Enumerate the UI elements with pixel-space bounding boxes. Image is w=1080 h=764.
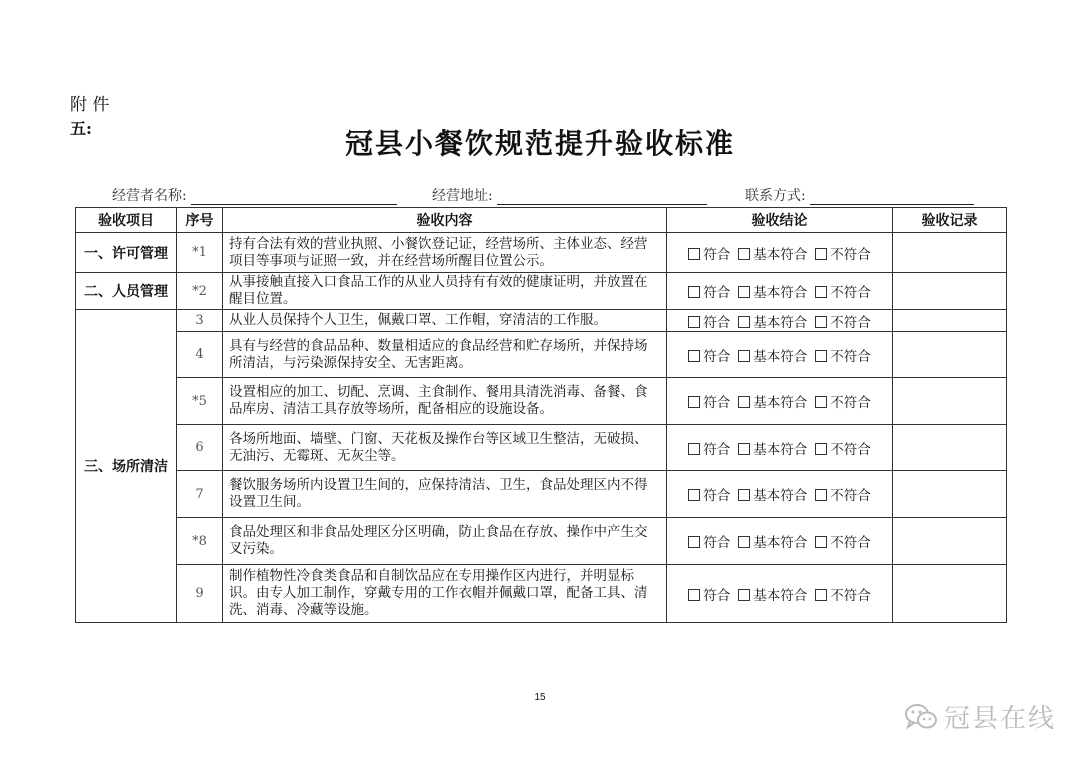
option-fail-label: 不符合	[830, 535, 871, 551]
option-pass-label: 符合	[703, 488, 731, 504]
checkbox-fail[interactable]	[815, 316, 827, 328]
contact-label: 联系方式:	[745, 188, 806, 204]
checkbox-basic-pass[interactable]	[738, 396, 750, 408]
table-row	[76, 233, 1007, 273]
row-content: 食品处理区和非食品处理区分区明确，防止食品在存放、操作中产生交叉污染。	[223, 518, 667, 565]
acceptance-table	[75, 207, 1007, 623]
option-fail-label: 不符合	[830, 441, 871, 458]
row-conclusion	[667, 425, 893, 471]
checkbox-basic-pass[interactable]	[738, 286, 750, 298]
header-seq: 序号	[177, 208, 223, 233]
address-field	[432, 185, 707, 205]
checkbox-fail[interactable]	[815, 589, 827, 601]
option-pass-label: 符合	[703, 246, 731, 263]
row-record[interactable]	[893, 378, 1007, 425]
page-number: 15	[534, 692, 546, 703]
watermark	[904, 698, 1056, 735]
operator-name-blank	[191, 190, 397, 205]
watermark-text: 冠县在线	[944, 704, 1057, 734]
checkbox-pass[interactable]	[688, 396, 700, 408]
row-content: 具有与经营的食品品种、数量相适应的食品经营和贮存场所，并保持场所清洁，与污染源保持安全、无害距离。	[223, 332, 667, 378]
checkbox-fail[interactable]	[815, 286, 827, 298]
option-pass-label: 符合	[703, 314, 731, 331]
option-basic-pass-label: 基本符合	[753, 587, 808, 604]
checkbox-pass[interactable]	[688, 536, 700, 548]
checkbox-fail[interactable]	[815, 443, 827, 455]
row-content: 从业人员保持个人卫生，佩戴口罩、工作帽，穿清洁的工作服。	[223, 310, 667, 332]
option-basic-pass-label: 基本符合	[753, 348, 808, 365]
option-basic-pass-label: 基本符合	[753, 395, 808, 411]
header-item: 验收项目	[76, 208, 177, 233]
checkbox-pass[interactable]	[688, 489, 700, 501]
checkbox-basic-pass[interactable]	[738, 443, 750, 455]
option-pass-label: 符合	[703, 395, 731, 411]
header-record: 验收记录	[893, 208, 1007, 233]
option-fail-label: 不符合	[830, 488, 871, 504]
header-conclusion: 验收结论	[667, 208, 893, 233]
row-conclusion	[667, 273, 893, 310]
row-content: 餐饮服务场所内设置卫生间的，应保持清洁、卫生，食品处理区内不得设置卫生间。	[223, 471, 667, 518]
row-seq: *1	[177, 233, 223, 273]
table-row	[76, 310, 1007, 332]
table-header-row	[76, 208, 1007, 233]
checkbox-basic-pass[interactable]	[738, 589, 750, 601]
option-fail-label: 不符合	[830, 246, 871, 263]
row-conclusion	[667, 565, 893, 623]
checkbox-basic-pass[interactable]	[738, 316, 750, 328]
row-content: 从事接触直接入口食品工作的从业人员持有有效的健康证明，并放置在醒目位置。	[223, 273, 667, 310]
checkbox-basic-pass[interactable]	[738, 536, 750, 548]
row-seq: 9	[177, 565, 223, 623]
option-pass-label: 符合	[703, 535, 731, 551]
option-fail-label: 不符合	[830, 348, 871, 365]
operator-name-label: 经营者名称:	[112, 188, 187, 204]
row-seq: *5	[177, 378, 223, 425]
checkbox-fail[interactable]	[815, 536, 827, 548]
row-conclusion	[667, 310, 893, 332]
address-blank	[497, 190, 707, 205]
option-basic-pass-label: 基本符合	[753, 314, 808, 331]
option-pass-label: 符合	[703, 441, 731, 458]
checkbox-pass[interactable]	[688, 286, 700, 298]
row-conclusion	[667, 518, 893, 565]
checkbox-fail[interactable]	[815, 489, 827, 501]
row-record[interactable]	[893, 332, 1007, 378]
checkbox-fail[interactable]	[815, 350, 827, 362]
row-content: 制作植物性冷食类食品和自制饮品应在专用操作区内进行，并明显标识。由专人加工制作，穿戴专用的工作衣帽并佩戴口罩，配备工具、清洗、消毒、冷藏等设施。	[223, 565, 667, 623]
operator-name-field	[112, 185, 397, 205]
table-row	[76, 332, 1007, 378]
row-content: 各场所地面、墙壁、门窗、天花板及操作台等区域卫生整洁，无破损、无油污、无霉斑、无灰尘等。	[223, 425, 667, 471]
row-seq: *8	[177, 518, 223, 565]
row-conclusion	[667, 233, 893, 273]
row-record[interactable]	[893, 565, 1007, 623]
option-fail-label: 不符合	[830, 587, 871, 604]
row-record[interactable]	[893, 425, 1007, 471]
option-pass-label: 符合	[703, 587, 731, 604]
checkbox-pass[interactable]	[688, 350, 700, 362]
checkbox-pass[interactable]	[688, 316, 700, 328]
row-conclusion	[667, 378, 893, 425]
option-fail-label: 不符合	[830, 314, 871, 331]
table-row	[76, 273, 1007, 310]
table-row	[76, 565, 1007, 623]
table-row	[76, 425, 1007, 471]
row-record[interactable]	[893, 518, 1007, 565]
row-seq: *2	[177, 273, 223, 310]
checkbox-pass[interactable]	[688, 443, 700, 455]
row-content: 持有合法有效的营业执照、小餐饮登记证，经营场所、主体业态、经营项目等事项与证照一致，并在经营场所醒目位置公示。	[223, 233, 667, 273]
attachment-line1: 附 件	[70, 95, 110, 115]
category-license: 一、许可管理	[76, 233, 177, 273]
option-basic-pass-label: 基本符合	[753, 488, 808, 504]
checkbox-fail[interactable]	[815, 248, 827, 260]
checkbox-basic-pass[interactable]	[738, 350, 750, 362]
row-seq: 7	[177, 471, 223, 518]
row-conclusion	[667, 471, 893, 518]
table-row	[76, 378, 1007, 425]
contact-field	[745, 185, 974, 205]
address-label: 经营地址:	[432, 188, 493, 204]
row-record[interactable]	[893, 471, 1007, 518]
option-pass-label: 符合	[703, 285, 731, 301]
option-basic-pass-label: 基本符合	[753, 246, 808, 263]
option-basic-pass-label: 基本符合	[753, 285, 808, 301]
row-record[interactable]	[893, 310, 1007, 332]
header-content: 验收内容	[223, 208, 667, 233]
checkbox-pass[interactable]	[688, 248, 700, 260]
table-row	[76, 518, 1007, 565]
checkbox-basic-pass[interactable]	[738, 248, 750, 260]
row-record[interactable]	[893, 273, 1007, 310]
row-content: 设置相应的加工、切配、烹调、主食制作、餐用具清洗消毒、备餐、食品库房、清洁工具存放等场所，配备相应的设施设备。	[223, 378, 667, 425]
table-row	[76, 471, 1007, 518]
row-record[interactable]	[893, 233, 1007, 273]
category-premises: 三、场所清洁	[76, 310, 177, 623]
checkbox-basic-pass[interactable]	[738, 489, 750, 501]
row-conclusion	[667, 332, 893, 378]
option-fail-label: 不符合	[830, 285, 871, 301]
contact-blank	[810, 190, 974, 205]
option-basic-pass-label: 基本符合	[753, 535, 808, 551]
row-seq: 4	[177, 332, 223, 378]
row-seq: 6	[177, 425, 223, 471]
row-seq: 3	[177, 310, 223, 332]
wechat-icon	[904, 702, 938, 732]
option-pass-label: 符合	[703, 348, 731, 365]
option-fail-label: 不符合	[830, 395, 871, 411]
checkbox-fail[interactable]	[815, 396, 827, 408]
attachment-line2: 五:	[70, 119, 92, 138]
checkbox-pass[interactable]	[688, 589, 700, 601]
category-personnel: 二、人员管理	[76, 273, 177, 310]
page-title: 冠县小餐饮规范提升验收标准	[344, 127, 735, 160]
option-basic-pass-label: 基本符合	[753, 441, 808, 458]
